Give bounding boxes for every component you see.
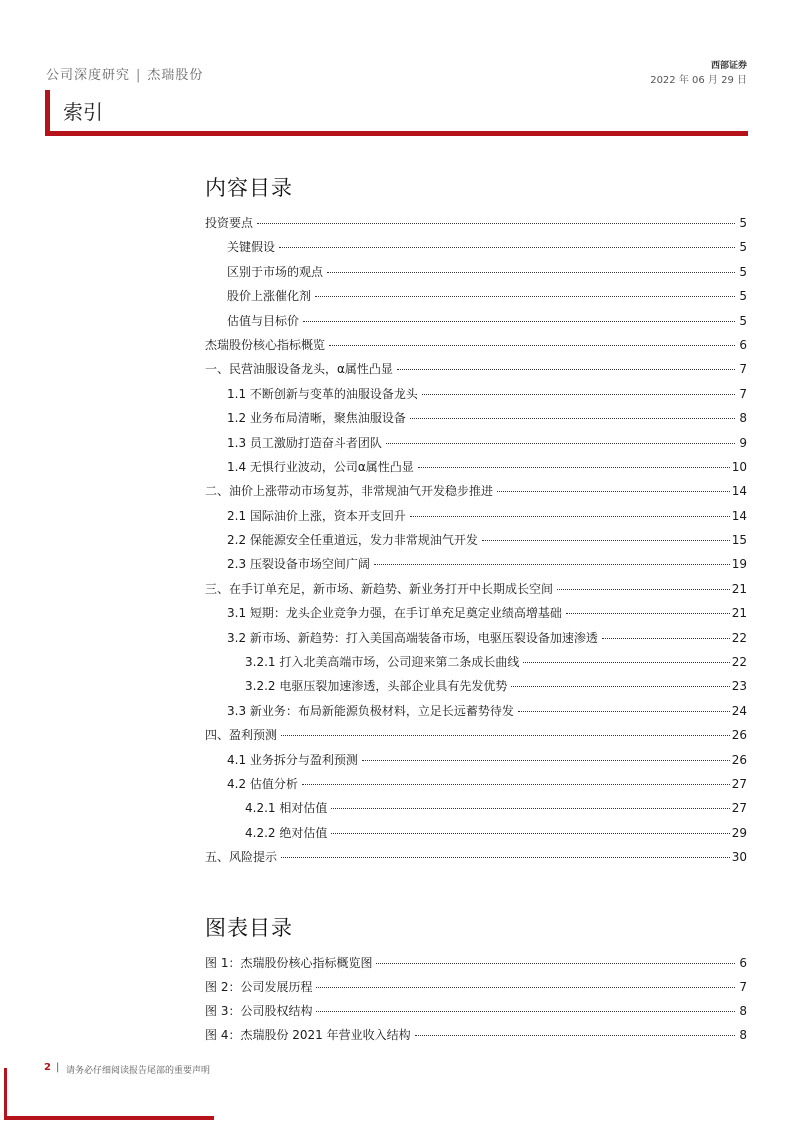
dot-leader — [518, 711, 730, 712]
figure-entry-text: 图 4：杰瑞股份 2021 年营业收入结构 — [205, 1028, 411, 1042]
toc-entry-page: 19 — [731, 557, 747, 572]
toc-entry-text: 投资要点 — [205, 216, 254, 230]
toc-entry[interactable] — [205, 360, 747, 384]
toc-entry-text: 2.3 压裂设备市场空间广阔 — [227, 557, 370, 572]
dot-leader — [329, 345, 735, 346]
toc-entry-page: 5 — [739, 264, 747, 279]
toc-entry-text: 3.3 新业务：布局新能源负极材料，立足长远蓄势待发 — [227, 703, 514, 718]
toc-entry-text: 2.1 国际油价上涨，资本开支回升 — [227, 508, 406, 523]
toc-entry-page: 10 — [731, 459, 747, 474]
figure-entry-page: 6 — [739, 956, 747, 970]
toc-entry-page: 29 — [731, 825, 747, 840]
toc-entry[interactable] — [205, 507, 747, 531]
toc-entry[interactable] — [205, 434, 747, 458]
toc-entry-text: 区别于市场的观点 — [227, 264, 324, 279]
dot-leader — [410, 418, 735, 419]
footer-separator: | — [56, 1062, 60, 1073]
dot-leader — [302, 784, 730, 785]
toc-entry-page: 26 — [731, 752, 747, 767]
figure-entry-text: 图 2：公司发展历程 — [205, 980, 313, 994]
toc-entry-text: 三、在手订单充足，新市场、新趋势、新业务打开中长期成长空间 — [205, 581, 554, 596]
dot-leader — [482, 540, 730, 541]
toc-entry[interactable] — [205, 726, 747, 750]
dot-leader — [410, 516, 730, 517]
toc-entry-text: 关键假设 — [227, 240, 276, 255]
figure-entry[interactable] — [205, 1026, 747, 1050]
toc-entry[interactable] — [205, 531, 747, 555]
toc-entry-text: 3.1 短期：龙头企业竞争力强，在手订单充足奠定业绩高增基础 — [227, 606, 562, 621]
toc-entry-page: 30 — [731, 850, 747, 865]
toc-title: 内容目录 — [205, 176, 293, 200]
dot-leader — [497, 491, 730, 492]
toc-entry-text: 4.2 估值分析 — [227, 776, 298, 791]
toc-entry-text: 1.1 不断创新与变革的油服设备龙头 — [227, 386, 418, 401]
figure-entry-page: 7 — [739, 980, 747, 994]
company-name: 杰瑞股份 — [147, 68, 204, 83]
toc-entry-page: 14 — [731, 484, 747, 499]
dot-leader — [279, 247, 735, 248]
toc-entry-text: 杰瑞股份核心指标概览 — [205, 337, 326, 352]
toc-entry[interactable] — [205, 799, 747, 823]
toc-entry[interactable] — [205, 677, 747, 701]
figure-entry-page: 8 — [739, 1004, 747, 1018]
toc-entry[interactable] — [205, 702, 747, 726]
report-date: 2022 年 06 月 29 日 — [650, 75, 747, 86]
toc-entry-text: 五、风险提示 — [205, 850, 278, 865]
dot-leader — [422, 394, 735, 395]
toc-entry-text: 4.2.1 相对估值 — [245, 801, 328, 816]
toc-entry-page: 27 — [731, 776, 747, 791]
dot-leader — [257, 223, 735, 224]
toc-entry[interactable] — [205, 824, 747, 848]
figure-entry[interactable] — [205, 978, 747, 1002]
toc-entry-page: 22 — [731, 655, 747, 670]
dot-leader — [281, 735, 730, 736]
footer-accent-vertical — [4, 1068, 7, 1120]
toc-entry[interactable] — [205, 238, 747, 262]
toc-entry-text: 股价上涨催化剂 — [227, 289, 312, 304]
figure-entry-page: 8 — [739, 1028, 747, 1042]
toc-entry[interactable] — [205, 653, 747, 677]
toc-list — [205, 214, 747, 873]
toc-entry[interactable] — [205, 263, 747, 287]
toc-entry-page: 26 — [731, 728, 747, 743]
dot-leader — [362, 760, 730, 761]
toc-entry-page: 22 — [731, 630, 747, 645]
dot-leader — [315, 296, 735, 297]
figure-entry-text: 图 3：公司股权结构 — [205, 1004, 313, 1018]
page-number: 2 — [44, 1062, 51, 1073]
figure-entry-text: 图 1：杰瑞股份核心指标概览图 — [205, 956, 373, 970]
toc-entry-text: 四、盈利预测 — [205, 728, 278, 743]
toc-entry[interactable] — [205, 629, 747, 653]
toc-entry-page: 21 — [731, 606, 747, 621]
toc-entry-page: 23 — [731, 679, 747, 694]
toc-entry[interactable] — [205, 336, 747, 360]
dot-leader — [418, 467, 730, 468]
toc-entry[interactable] — [205, 214, 747, 238]
toc-entry-text: 3.2.2 电驱压裂加速渗透，头部企业具有先发优势 — [245, 679, 508, 694]
figure-index-list — [205, 954, 747, 1050]
dot-leader — [316, 987, 735, 988]
dot-leader — [281, 857, 730, 858]
toc-entry[interactable] — [205, 751, 747, 775]
toc-entry[interactable] — [205, 848, 747, 872]
report-type: 公司深度研究 — [46, 68, 131, 83]
toc-entry[interactable] — [205, 458, 747, 482]
toc-entry-page: 27 — [731, 801, 747, 816]
toc-entry[interactable] — [205, 409, 747, 433]
toc-entry-text: 1.3 员工激励打造奋斗者团队 — [227, 435, 382, 450]
toc-entry-text: 2.2 保能源安全任重道远，发力非常规油气开发 — [227, 533, 478, 548]
report-header — [46, 64, 203, 83]
brand-logo-text: 西部证券 — [710, 61, 747, 71]
dot-leader — [374, 564, 730, 565]
footer-accent-rule — [4, 1116, 214, 1120]
toc-entry-page: 5 — [739, 240, 747, 255]
dot-leader — [316, 1011, 735, 1012]
toc-entry-text: 估值与目标价 — [227, 313, 300, 328]
toc-entry-page: 7 — [739, 362, 747, 377]
dot-leader — [327, 272, 735, 273]
dot-leader — [602, 638, 730, 639]
toc-entry-page: 5 — [739, 216, 747, 230]
toc-entry-page: 14 — [731, 508, 747, 523]
toc-entry[interactable] — [205, 580, 747, 604]
toc-entry-text: 3.2.1 打入北美高端市场，公司迎来第二条成长曲线 — [245, 655, 520, 670]
header-accent-vertical — [45, 90, 50, 136]
toc-entry[interactable] — [205, 482, 747, 506]
toc-entry[interactable] — [205, 604, 747, 628]
dot-leader — [415, 1035, 735, 1036]
dot-leader — [511, 686, 729, 687]
toc-entry-text: 一、民营油服设备龙头，α属性凸显 — [205, 362, 393, 377]
dot-leader — [566, 613, 730, 614]
dot-leader — [523, 662, 729, 663]
toc-entry-page: 6 — [739, 337, 747, 352]
toc-entry-page: 15 — [731, 533, 747, 548]
toc-entry[interactable] — [205, 287, 747, 311]
toc-entry-page: 21 — [731, 581, 747, 596]
toc-entry-text: 1.2 业务布局清晰，聚焦油服设备 — [227, 411, 406, 426]
toc-entry-page: 5 — [739, 289, 747, 304]
toc-entry-text: 4.2.2 绝对估值 — [245, 825, 328, 840]
toc-entry-text: 3.2 新市场、新趋势：打入美国高端装备市场，电驱压裂设备加速渗透 — [227, 630, 598, 645]
figure-index-title: 图表目录 — [205, 916, 293, 940]
toc-entry-page: 9 — [739, 435, 747, 450]
toc-entry-page: 5 — [739, 313, 747, 328]
dot-leader — [397, 369, 735, 370]
dot-leader — [557, 589, 730, 590]
dot-leader — [331, 833, 729, 834]
header-separator: | — [136, 68, 142, 83]
toc-entry[interactable] — [205, 555, 747, 579]
toc-entry-page: 8 — [739, 411, 747, 426]
toc-entry-text: 1.4 无惧行业波动，公司α属性凸显 — [227, 459, 414, 474]
toc-entry-text: 二、油价上涨带动市场复苏，非常规油气开发稳步推进 — [205, 484, 494, 499]
section-label: 索引 — [63, 100, 103, 124]
toc-entry[interactable] — [205, 775, 747, 799]
dot-leader — [376, 963, 735, 964]
dot-leader — [303, 321, 735, 322]
dot-leader — [386, 443, 735, 444]
header-accent-rule — [45, 131, 748, 136]
toc-entry[interactable] — [205, 385, 747, 409]
figure-entry[interactable] — [205, 954, 747, 978]
footer-notice: 请务必仔细阅读报告尾部的重要声明 — [66, 1066, 211, 1076]
figure-entry[interactable] — [205, 1002, 747, 1026]
toc-entry[interactable] — [205, 312, 747, 336]
toc-entry-page: 7 — [739, 386, 747, 401]
toc-entry-text: 4.1 业务拆分与盈利预测 — [227, 752, 358, 767]
dot-leader — [331, 808, 729, 809]
toc-entry-page: 24 — [731, 703, 747, 718]
